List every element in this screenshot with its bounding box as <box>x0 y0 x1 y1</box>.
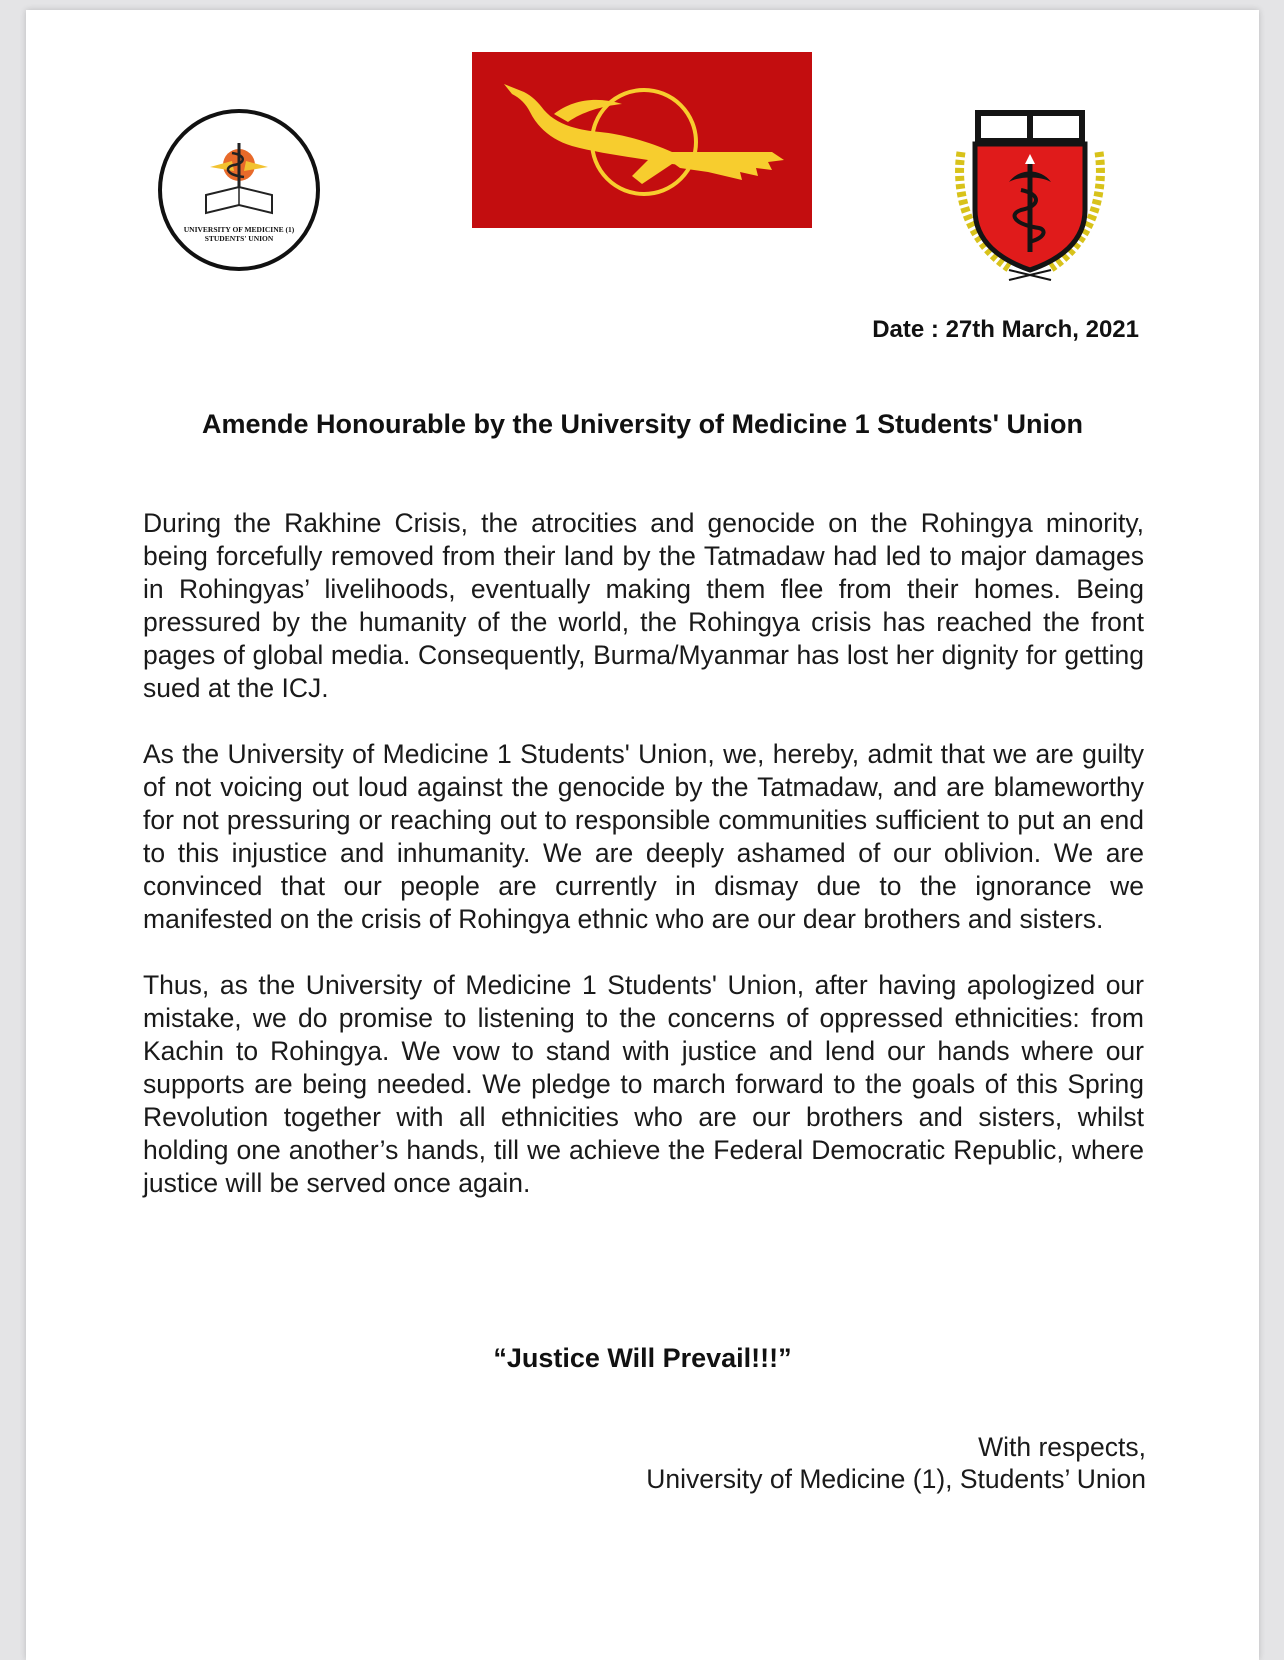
document-page <box>26 10 1259 1660</box>
paragraph-2: As the University of Medicine 1 Students' Union, we, hereby, admit that we are guilty of not voicing out loud against the genocide by the Tatmadaw, and are blameworthy for not pressuring or reaching out to responsible communities sufficient to put an end to this injustice and inhumanity. We are deeply ashamed of our oblivion. We are convinced that our people are currently in dismay due to the ignorance we manifested on the crisis of Rohingya ethnic who are our dear brothers and sisters. <box>143 739 1144 934</box>
paragraph-1: During the Rakhine Crisis, the atrocities and genocide on the Rohingya minority, being forcefully removed from their land by the Tatmadaw had led to major damages in Rohingyas’ livelihoods, eventually making them flee from their homes. Being pressured by the humanity of the world, the Rohingya crisis has reached the front pages of global media. Consequently, Burma/Myanmar has lost her dignity for getting sued at the ICJ. <box>143 508 1144 703</box>
signoff-signatory: University of Medicine (1), Students’ Union <box>646 1464 1146 1494</box>
signoff <box>646 1431 1146 1495</box>
university-crest <box>949 102 1111 282</box>
slogan: “Justice Will Prevail!!!” <box>493 1343 792 1373</box>
document-title: Amende Honourable by the University of Medicine 1 Students' Union <box>201 409 1084 439</box>
signoff-greeting: With respects, <box>978 1432 1146 1462</box>
fighting-peacock-flag <box>472 52 812 228</box>
logo-caption-line2: STUDENTS' UNION <box>204 234 274 243</box>
document-date: Date : 27th March, 2021 <box>872 316 1139 343</box>
document-body <box>143 507 1144 1233</box>
students-union-logo <box>154 105 324 275</box>
logo-caption-line1: UNIVERSITY OF MEDICINE (1) <box>183 225 295 234</box>
paragraph-3: Thus, as the University of Medicine 1 Students' Union, after having apologized our mistake, we do promise to listening to the concerns of oppressed ethnicities: from Kachin to Rohingya. We vow to stand with justice and lend our hands where our supports are being needed. We pledge to march forward to the goals of this Spring Revolution together with all ethnicities who are our brothers and sisters, whilst holding one another’s hands, till we achieve the Federal Democratic Republic, where justice will be served once again. <box>143 970 1144 1198</box>
